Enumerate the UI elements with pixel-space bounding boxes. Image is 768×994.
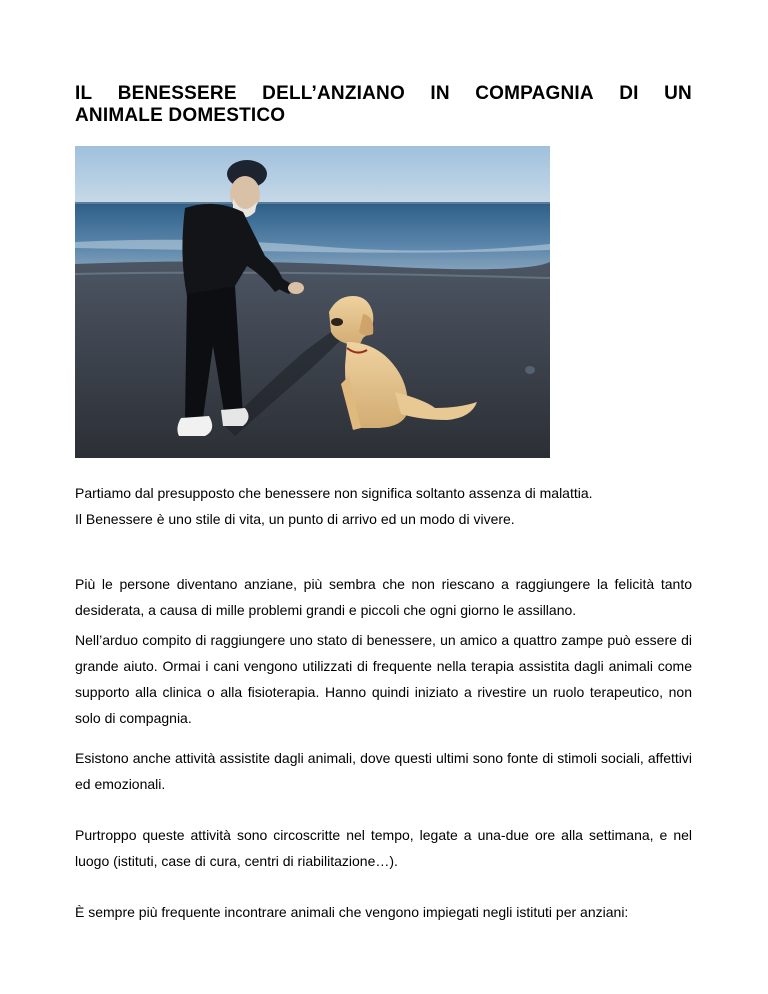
title-word: IN — [430, 83, 450, 104]
paragraph-text: Partiamo dal presupposto che benessere non significa soltanto assenza di malattia. — [75, 485, 593, 501]
stone — [525, 366, 535, 374]
paragraph-5: Purtroppo queste attività sono circoscritte nel tempo, legate a una-due ore alla settimana, e nel luogo (istituti, case di cura, centri di riabilitazione…). — [75, 827, 692, 869]
photo-man-and-dog-on-beach — [75, 146, 550, 458]
document-title — [75, 83, 692, 127]
beach-photo-illustration — [75, 146, 550, 458]
right-shoe — [221, 408, 249, 426]
title-word: UN — [664, 83, 692, 104]
title-word: DI — [619, 83, 639, 104]
sky — [75, 146, 550, 204]
hand — [288, 282, 304, 294]
left-shoe — [177, 416, 212, 436]
title-word: BENESSERE — [117, 83, 237, 104]
title-word: IL — [75, 83, 93, 104]
title-word: DELL’ANZIANO — [262, 83, 405, 104]
paragraph-3: Nell’arduo compito di raggiungere uno stato di benessere, un amico a quattro zampe può essere di grande aiuto. Ormai i cani vengono utilizzati di frequente nella terapia assistita dagli animali come supporto alla clinica o alla fisioterapia. Hanno quindi iniziato a rivestire un ruolo terapeutico, non solo di compagnia. — [75, 632, 692, 726]
paragraph-1 — [75, 480, 692, 532]
title-line-2: ANIMALE DOMESTICO — [75, 105, 286, 126]
title-line-1 — [75, 83, 692, 105]
paragraph-4: Esistono anche attività assistite dagli animali, dove questi ultimi sono fonte di stimoli sociali, affettivi ed emozionali. — [75, 750, 692, 792]
title-word: COMPAGNIA — [475, 83, 594, 104]
paragraph-6: È sempre più frequente incontrare animali che vengono impiegati negli istituti per anziani: — [75, 904, 629, 920]
paragraph-2: Più le persone diventano anziane, più sembra che non riescano a raggiungere la felicità tanto desiderata, a causa di mille problemi grandi e piccoli che ogni giorno le assillano. — [75, 576, 692, 618]
dog-nose — [331, 318, 343, 326]
paragraph-text: Il Benessere è uno stile di vita, un punto di arrivo ed un modo di vivere. — [75, 511, 515, 527]
